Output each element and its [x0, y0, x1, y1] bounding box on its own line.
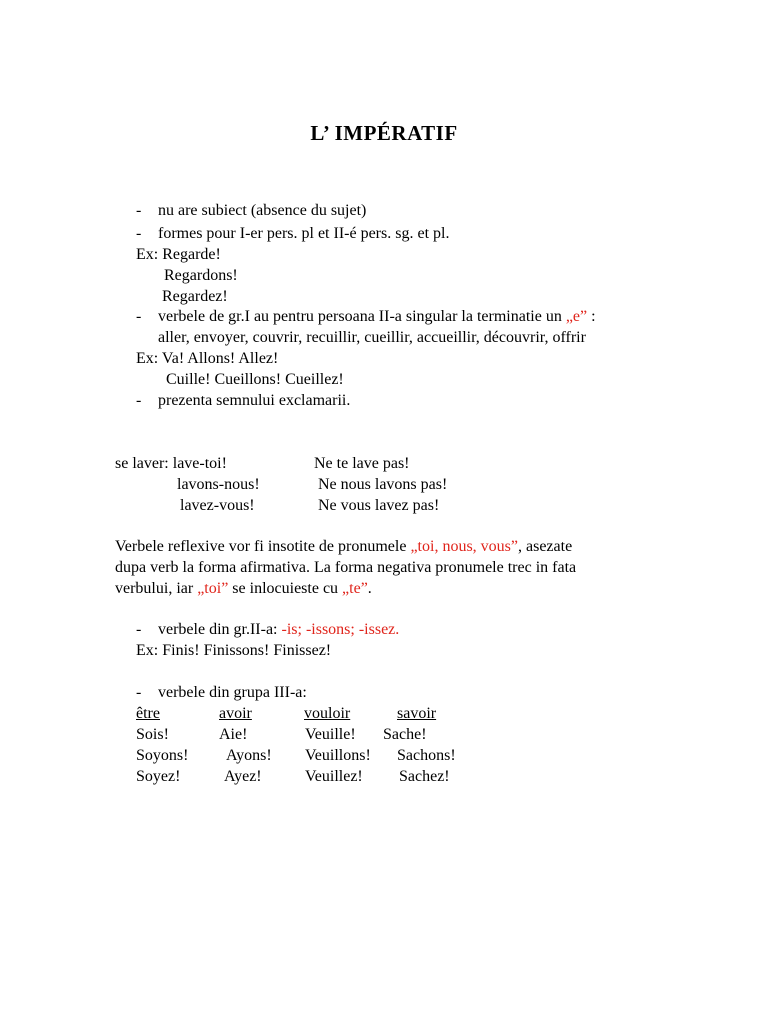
conjugation-cell: Sache! — [383, 726, 427, 743]
conjugation-cell: Soyons! — [136, 747, 189, 764]
reflexive-paragraph-line: dupa verb la forma afirmativa. La forma negativa pronumele trec in fata — [115, 559, 577, 576]
selaver-affirmative: lavons-nous! — [177, 476, 260, 493]
conjugation-cell: Sachez! — [399, 768, 450, 785]
example-label: Ex: Va! Allons! Allez! — [136, 350, 279, 367]
bullet-exclamation: prezenta semnului exclamarii. — [158, 392, 351, 409]
highlight-te: „te” — [342, 580, 368, 597]
bullet-gr2 — [158, 620, 399, 640]
selaver-affirmative: se laver: lave-toi! — [115, 455, 227, 472]
text-span: verbele de gr.I au pentru persoana II-a singular la terminatie un — [158, 308, 566, 325]
text-span: verbele din gr.II-a: — [158, 621, 282, 638]
conjugation-cell: Soyez! — [136, 768, 181, 785]
conjugation-cell: Veuillons! — [305, 747, 371, 764]
column-header-vouloir: vouloir — [304, 705, 351, 722]
conjugation-cell: Veuillez! — [305, 768, 363, 785]
text-span: , asezate — [518, 538, 573, 555]
conjugation-cell: Sachons! — [397, 747, 456, 764]
example-line: Regardez! — [162, 288, 228, 305]
bullet-dash: - — [136, 392, 142, 409]
reflexive-paragraph-line — [115, 537, 572, 557]
text-span: : — [587, 308, 596, 325]
conjugation-cell: Sois! — [136, 726, 169, 743]
column-header-avoir: avoir — [219, 705, 252, 722]
conjugation-cell: Veuille! — [305, 726, 356, 743]
highlight-e: „e” — [565, 308, 588, 325]
bullet-dash: - — [136, 684, 142, 701]
example-line: Cuille! Cueillons! Cueillez! — [166, 371, 344, 388]
highlight-pronouns: „toi, nous, vous” — [410, 538, 518, 555]
bullet-no-subject: nu are subiect (absence du sujet) — [158, 202, 367, 219]
example-label: Ex: Regarde! — [136, 246, 221, 263]
example-label: Ex: Finis! Finissons! Finissez! — [136, 642, 332, 659]
gr1-verbs-list: aller, envoyer, couvrir, recuillir, cueillir, accueillir, découvrir, offrir — [158, 329, 586, 346]
conjugation-cell: Ayons! — [226, 747, 272, 764]
bullet-dash: - — [136, 202, 142, 219]
bullet-dash: - — [136, 308, 142, 325]
text-span: verbului, iar — [115, 580, 198, 597]
bullet-dash: - — [136, 621, 142, 638]
selaver-negative: Ne te lave pas! — [314, 455, 410, 472]
highlight-endings: -is; -issons; -issez. — [281, 621, 400, 638]
highlight-toi: „toi” — [197, 580, 229, 597]
example-line: Regardons! — [164, 267, 238, 284]
reflexive-paragraph-line — [115, 579, 372, 599]
bullet-dash: - — [136, 225, 142, 242]
conjugation-cell: Ayez! — [224, 768, 262, 785]
bullet-gr3: verbele din grupa III-a: — [158, 684, 307, 701]
bullet-forms: formes pour I-er pers. pl et II-é pers. sg. et pl. — [158, 225, 450, 242]
column-header-savoir: savoir — [397, 705, 437, 722]
text-span: Verbele reflexive vor fi insotite de pronumele — [115, 538, 411, 555]
page-title: L’ IMPÉRATIF — [310, 121, 458, 145]
bullet-gr1-rule — [158, 307, 596, 327]
selaver-negative: Ne vous lavez pas! — [318, 497, 440, 514]
column-header-etre: être — [136, 705, 160, 722]
selaver-affirmative: lavez-vous! — [180, 497, 255, 514]
selaver-negative: Ne nous lavons pas! — [318, 476, 448, 493]
text-span: . — [367, 580, 372, 597]
conjugation-cell: Aie! — [219, 726, 248, 743]
text-span: se inlocuieste cu — [228, 580, 343, 597]
